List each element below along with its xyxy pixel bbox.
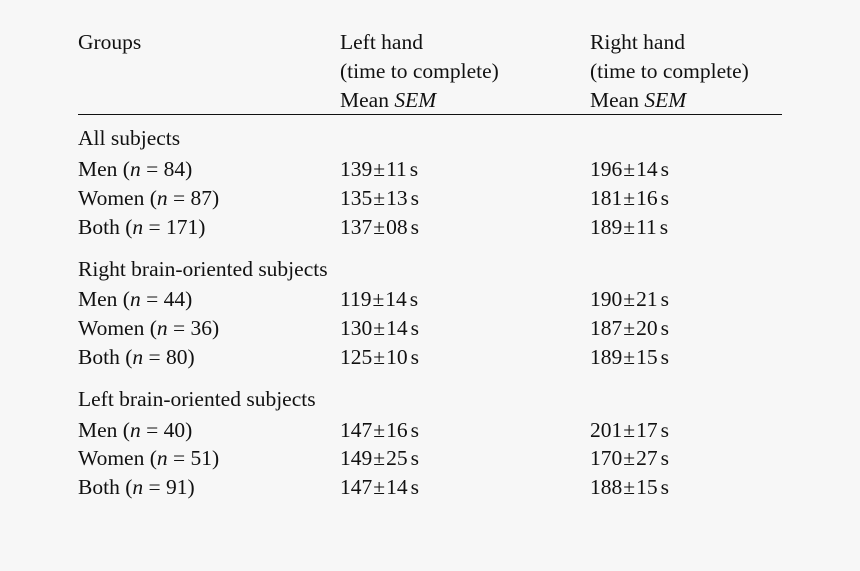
row-label-n: n: [132, 214, 144, 239]
value-unit: s: [410, 417, 419, 442]
value-unit: s: [660, 287, 669, 312]
cell-right-right-women: [590, 314, 782, 343]
header-sem-label-left: SEM: [394, 87, 437, 112]
value-unit: s: [659, 214, 669, 239]
cell-left-left-women: [340, 444, 590, 473]
value-mean: 139: [340, 157, 373, 182]
header-sem-label-right: SEM: [644, 87, 687, 112]
cell-right-all-men: [590, 155, 782, 184]
value-sem: 15: [636, 344, 658, 369]
row-label-all-women: [78, 184, 340, 213]
value-pm: ±: [373, 344, 386, 369]
row-label-prefix: Both (: [78, 475, 133, 500]
row-label-left-men: [78, 416, 340, 445]
value-mean: 196: [590, 157, 623, 182]
row-label-prefix: Men (: [78, 417, 130, 442]
value-pm: ±: [373, 214, 386, 239]
value-sem: 11: [386, 157, 407, 182]
value-sem: 15: [636, 475, 658, 500]
header-right-hand-stat: [590, 86, 782, 115]
cell-right-left-men: [590, 416, 782, 445]
value-unit: s: [660, 185, 669, 210]
value-pm: ±: [373, 157, 386, 182]
row-label-left-women: [78, 444, 340, 473]
value-sem: 17: [636, 417, 658, 442]
header-mean-label-right: Mean: [590, 87, 639, 112]
row-label-suffix: = 51): [167, 446, 220, 471]
table-row: [78, 213, 782, 242]
value-unit: s: [410, 185, 419, 210]
row-label-n: n: [156, 316, 168, 341]
value-unit: s: [660, 316, 669, 341]
value-mean: 170: [590, 446, 623, 471]
row-label-prefix: Both (: [78, 344, 133, 369]
value-unit: s: [409, 157, 419, 182]
value-mean: 201: [590, 417, 623, 442]
row-label-left-both: [78, 473, 340, 502]
row-label-suffix: = 44): [140, 287, 193, 312]
value-mean: 149: [340, 446, 373, 471]
row-label-n: n: [129, 417, 141, 442]
cell-left-right-women: [340, 314, 590, 343]
row-label-prefix: Women (: [78, 446, 157, 471]
table-row: [78, 416, 782, 445]
section-title-left-brain: Left brain-oriented subjects: [78, 386, 316, 411]
value-unit: s: [410, 475, 419, 500]
table-row: [78, 115, 782, 155]
table-row: [78, 155, 782, 184]
row-label-all-both: [78, 213, 340, 242]
value-pm: ±: [623, 417, 636, 442]
column-header-right-hand: [590, 28, 782, 114]
value-unit: s: [410, 316, 419, 341]
value-mean: 125: [340, 344, 373, 369]
row-label-prefix: Men (: [78, 287, 130, 312]
results-table: [78, 28, 782, 502]
value-sem: 21: [636, 287, 658, 312]
table-row: [78, 285, 782, 314]
value-unit: s: [410, 344, 419, 369]
value-mean: 137: [340, 214, 373, 239]
row-label-all-men: [78, 155, 340, 184]
value-pm: ±: [373, 417, 386, 442]
row-label-prefix: Women (: [78, 316, 157, 341]
row-label-n: n: [129, 287, 141, 312]
row-label-suffix: = 36): [167, 316, 220, 341]
row-label-prefix: Both (: [78, 214, 133, 239]
header-left-hand-label: Left hand: [340, 30, 423, 54]
value-sem: 16: [636, 185, 658, 210]
table-row: [78, 343, 782, 372]
value-mean: 189: [590, 344, 623, 369]
table-row: [78, 184, 782, 213]
section-title-right-brain: Right brain-oriented subjects: [78, 256, 328, 281]
value-pm: ±: [623, 185, 636, 210]
cell-left-right-men: [340, 285, 590, 314]
value-pm: ±: [623, 157, 636, 182]
value-sem: 08: [386, 214, 408, 239]
row-label-suffix: = 91): [143, 475, 195, 500]
cell-left-all-women: [340, 184, 590, 213]
value-sem: 20: [636, 316, 658, 341]
section-title-all-subjects: All subjects: [78, 126, 181, 151]
row-label-suffix: = 84): [140, 157, 193, 182]
value-unit: s: [660, 446, 669, 471]
row-label-suffix: = 171): [143, 214, 206, 239]
table-row: [78, 444, 782, 473]
value-sem: 14: [636, 157, 658, 182]
value-sem: 25: [386, 446, 408, 471]
table-row: [78, 372, 782, 416]
row-label-n: n: [132, 344, 144, 369]
value-pm: ±: [623, 287, 636, 312]
cell-right-left-women: [590, 444, 782, 473]
value-sem: 27: [636, 446, 658, 471]
table-header: [78, 28, 782, 115]
header-row: [78, 28, 782, 114]
table-body: [78, 115, 782, 502]
value-pm: ±: [623, 344, 636, 369]
value-pm: ±: [373, 446, 386, 471]
cell-left-left-both: [340, 473, 590, 502]
row-label-n: n: [156, 446, 168, 471]
table-row: [78, 473, 782, 502]
row-label-suffix: = 87): [167, 185, 220, 210]
cell-right-all-both: [590, 213, 782, 242]
value-pm: ±: [373, 475, 386, 500]
header-right-hand-label: Right hand: [590, 30, 685, 54]
row-label-suffix: = 40): [140, 417, 193, 442]
value-mean: 147: [340, 475, 373, 500]
cell-left-all-both: [340, 213, 590, 242]
value-pm: ±: [623, 446, 636, 471]
value-unit: s: [410, 446, 419, 471]
value-unit: s: [660, 344, 669, 369]
value-mean: 130: [340, 316, 373, 341]
value-mean: 190: [590, 287, 623, 312]
value-mean: 187: [590, 316, 623, 341]
cell-right-all-women: [590, 184, 782, 213]
header-right-hand-sub: (time to complete): [590, 58, 749, 83]
cell-left-left-men: [340, 416, 590, 445]
column-header-left-hand: [340, 28, 590, 114]
value-sem: 14: [386, 316, 408, 341]
value-sem: 14: [386, 475, 408, 500]
value-unit: s: [410, 214, 419, 239]
value-mean: 135: [340, 185, 373, 210]
row-label-n: n: [129, 157, 141, 182]
value-unit: s: [660, 475, 669, 500]
cell-right-right-men: [590, 285, 782, 314]
row-label-right-men: [78, 285, 340, 314]
value-unit: s: [409, 287, 419, 312]
column-header-groups: [78, 28, 340, 114]
value-sem: 13: [386, 185, 408, 210]
value-sem: 11: [636, 214, 657, 239]
row-label-n: n: [132, 475, 144, 500]
value-mean: 188: [590, 475, 623, 500]
value-unit: s: [660, 157, 669, 182]
value-pm: ±: [623, 475, 636, 500]
header-mean-label-left: Mean: [340, 87, 389, 112]
value-pm: ±: [373, 185, 386, 210]
cell-right-right-both: [590, 343, 782, 372]
row-label-right-both: [78, 343, 340, 372]
value-sem: 14: [385, 287, 407, 312]
value-mean: 189: [590, 214, 623, 239]
cell-left-right-both: [340, 343, 590, 372]
row-label-n: n: [156, 185, 168, 210]
row-label-right-women: [78, 314, 340, 343]
value-pm: ±: [373, 316, 386, 341]
header-left-hand-stat: [340, 86, 590, 115]
value-mean: 147: [340, 417, 373, 442]
row-label-prefix: Men (: [78, 157, 130, 182]
value-pm: ±: [623, 214, 636, 239]
value-mean: 181: [590, 185, 623, 210]
value-unit: s: [660, 417, 669, 442]
header-left-hand-sub: (time to complete): [340, 58, 499, 83]
table-row: [78, 314, 782, 343]
row-label-prefix: Women (: [78, 185, 157, 210]
value-pm: ±: [372, 287, 385, 312]
value-pm: ±: [623, 316, 636, 341]
cell-right-left-both: [590, 473, 782, 502]
table-row: [78, 242, 782, 286]
cell-left-all-men: [340, 155, 590, 184]
value-sem: 16: [386, 417, 408, 442]
row-label-suffix: = 80): [143, 344, 195, 369]
value-sem: 10: [386, 344, 408, 369]
header-groups-label: Groups: [78, 30, 142, 54]
value-mean: 119: [340, 287, 372, 312]
